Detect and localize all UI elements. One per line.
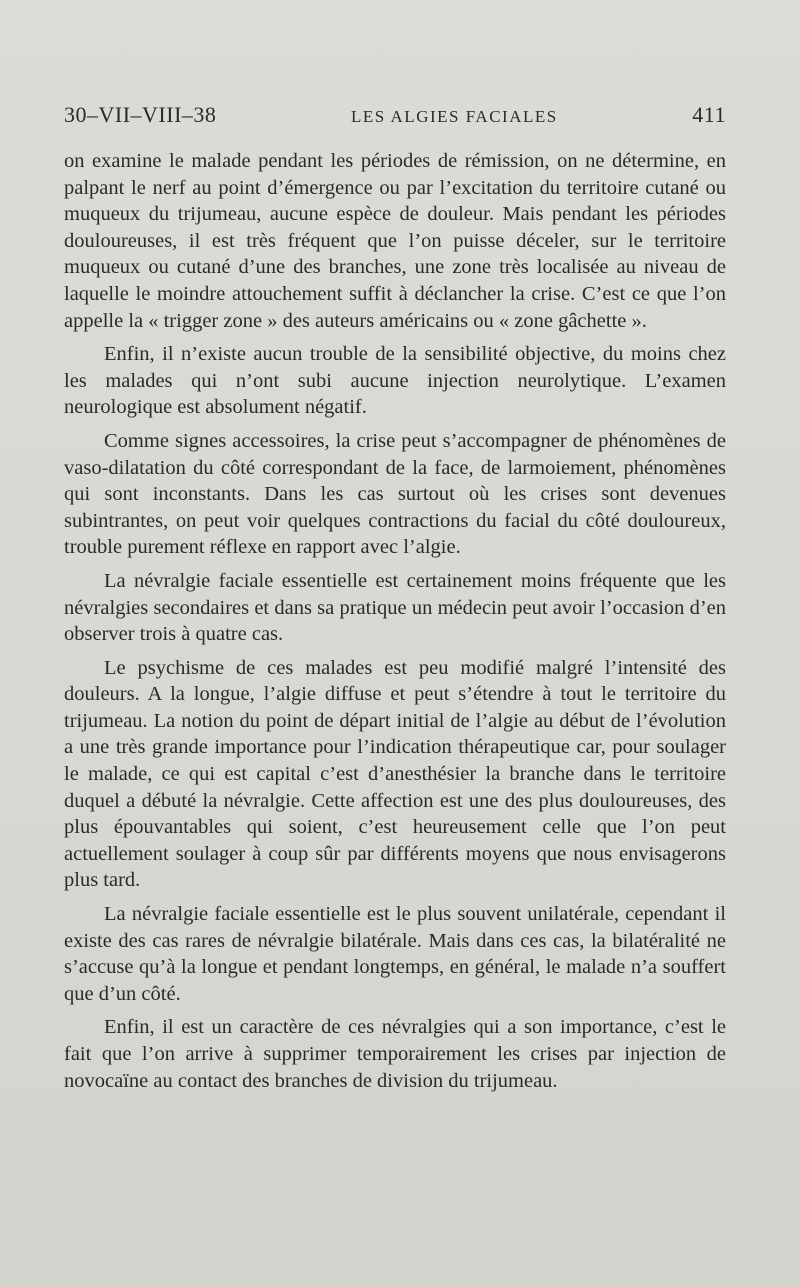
paragraph-7: Enfin, il est un caractère de ces névralgies qui a son importance, c’est le fait que l’on arrive à supprimer temporairement les crises par injection de novocaïne au contact des branches de division du trijumeau. xyxy=(64,1016,726,1092)
running-title: LES ALGIES FACIALES xyxy=(351,107,558,126)
paragraph-6: La névralgie faciale essentielle est le plus souvent unilatérale, cependant il existe des cas rares de névralgie bilatérale. Mais dans ces cas, la bilatéralité ne s’accuse qu’à la longue et pendant longtemps, en général, le malade n’a souffert que d’un côté. xyxy=(64,903,726,1005)
header-date: 30–VII–VIII–38 xyxy=(64,102,217,127)
page-number: 411 xyxy=(692,102,726,127)
paragraph-1: on examine le malade pendant les périodes de rémission, on ne détermine, en palpant le nerf au point d’émergence ou par l’excitation du territoire cutané ou muqueux du trijumeau, aucune espèce de douleur. Mais pendant les périodes douloureuses, il est très fréquent que l’on puisse déceler, sur le territoire muqueux ou cutané d’une des branches, une zone très localisée au niveau de laquelle le moindre attouchement suffit à déclancher la crise. C’est ce que l’on appelle la « trigger zone » des auteurs américains ou « zone gâchette ». xyxy=(64,150,726,332)
paragraph-3: Comme signes accessoires, la crise peut s’accompagner de phénomènes de vaso-dilatation du côté correspondant de la face, de larmoiement, phénomènes qui sont inconstants. Dans les cas surtout où les crises sont devenues subintrantes, on peut voir quelques contractions du facial du côté douloureux, trouble purement réflexe en rapport avec l’algie. xyxy=(64,429,726,559)
body-text xyxy=(64,148,726,1101)
paragraph-4: La névralgie faciale essentielle est certainement moins fréquente que les névralgies secondaires et dans sa pratique un médecin peut avoir l’occasion d’en observer trois à quatre cas. xyxy=(64,569,726,646)
paragraph-2: Enfin, il n’existe aucun trouble de la sensibilité objective, du moins chez les malades qui n’ont subi aucune injection neurolytique. L’examen neurologique est absolument négatif. xyxy=(64,343,726,419)
paragraph-5: Le psychisme de ces malades est peu modifié malgré l’intensité des douleurs. A la longue, l’algie diffuse et peut s’étendre à tout le territoire du trijumeau. La notion du point de départ initial de l’algie au début de l’évolution a une très grande importance pour l’indication thérapeutique car, pour soulager le malade, ce qui est capital c’est d’anesthésier la branche dans le territoire duquel a débuté la névralgie. Cette affection est une des plus douloureuses, des plus épouvantables qui soient, c’est heureusement celle que l’on peut actuellement soulager à coup sûr par différents moyens que nous envisagerons plus tard. xyxy=(64,656,726,892)
page-header xyxy=(64,102,726,134)
